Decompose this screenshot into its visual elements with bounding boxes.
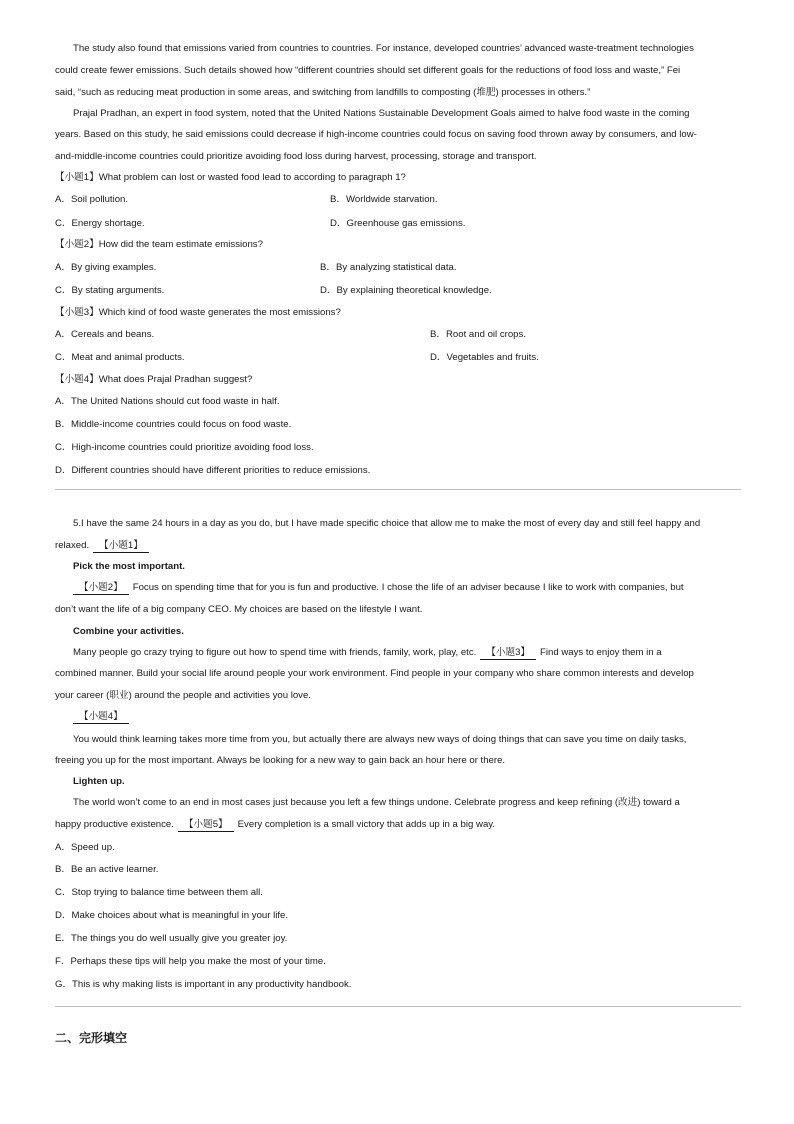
paragraph-line: don’t want the life of a big company CEO. My choices are based on the lifestyle I want. (55, 604, 423, 615)
subheading: Lighten up. (73, 776, 125, 787)
option-b: B．Middle-income countries could focus on food waste. (55, 419, 292, 430)
question-stem: 【小题4】What does Prajal Pradhan suggest? (55, 374, 253, 385)
option-d: D．By explaining theoretical knowledge. (320, 285, 492, 296)
option-a: A．Speed up. (55, 842, 115, 853)
option-g: G．This is why making lists is important in any productivity handbook. (55, 979, 352, 990)
paragraph-line: 5.I have the same 24 hours in a day as you do, but I have made specific choice that allow me to make the most of every day and still feel happy and (73, 518, 701, 529)
section-heading: 二、完形填空 (55, 1031, 128, 1045)
blank-2[interactable]: 【小题2】 (73, 582, 129, 595)
option-c: C．Meat and animal products. (55, 352, 185, 363)
paragraph-line: You would think learning takes more time from you, but actually there are always new ways of doing things that can save you time on daily tasks, (73, 734, 687, 745)
option-a: A．The United Nations should cut food waste in half. (55, 396, 280, 407)
option-b: B．Be an active learner. (55, 864, 159, 875)
option-c: C．High-income countries could prioritize avoiding food loss. (55, 442, 314, 453)
option-a: A．Cereals and beans. (55, 329, 155, 340)
divider (55, 1006, 741, 1007)
option-d: D．Vegetables and fruits. (430, 352, 539, 363)
paragraph-line: happy productive existence. 【小题5】 Every completion is a small victory that adds up in a big way. (55, 819, 496, 830)
paragraph-line (73, 710, 763, 724)
blank-3[interactable]: 【小题3】 (480, 647, 536, 660)
paragraph-line: could create fewer emissions. Such details showed how “different countries should set different goals for the reductions of food loss and waste,” Fei (55, 65, 681, 76)
question-stem: 【小题3】Which kind of food waste generates the most emissions? (55, 307, 341, 318)
paragraph-line: said, “such as reducing meat production in some areas, and switching from landfills to composting (堆肥) processes in others.” (55, 87, 591, 98)
subheading: Combine your activities. (73, 626, 184, 637)
paragraph-line: Prajal Pradhan, an expert in food system, noted that the United Nations Sustainable Development Goals aimed to halve food waste in the coming (73, 108, 690, 119)
paragraph-line: freeing you up for the most important. Always be looking for a new way to gain back an hour here or there. (55, 755, 506, 766)
option-d: D．Greenhouse gas emissions. (330, 218, 466, 229)
question-stem: 【小题1】What problem can lost or wasted food lead to according to paragraph 1? (55, 172, 406, 183)
blank-4[interactable]: 【小题4】 (73, 711, 129, 724)
paragraph-line: your career (职业) around the people and activities you love. (55, 690, 311, 701)
subheading: Pick the most important. (73, 561, 185, 572)
option-c: C．By stating arguments. (55, 285, 165, 296)
question-stem: 【小题2】How did the team estimate emissions? (55, 239, 263, 250)
option-b: B．By analyzing statistical data. (320, 262, 457, 273)
option-a: A．Soil pollution. (55, 194, 129, 205)
paragraph-line: relaxed. 【小题1】 (55, 539, 745, 553)
option-d: D．Different countries should have different priorities to reduce emissions. (55, 465, 371, 476)
option-b: B．Root and oil crops. (430, 329, 526, 340)
paragraph-line: 【小题2】 Focus on spending time that for you is fun and productive. I chose the life of an adviser because I like to work with companies, but (73, 581, 763, 595)
paragraph-line: combined manner. Build your social life around people your work environment. Find people in your company who share common interests and develop (55, 668, 694, 679)
option-b: B．Worldwide starvation. (330, 194, 438, 205)
option-a: A．By giving examples. (55, 262, 157, 273)
blank-5[interactable]: 【小题5】 (178, 819, 234, 832)
option-f: F．Perhaps these tips will help you make the most of your time. (55, 956, 326, 967)
paragraph-line: years. Based on this study, he said emissions could decrease if high-income countries could focus on saving food thrown away by consumers, and low- (55, 129, 697, 140)
paragraph-line: and-middle-income countries could prioritize avoiding food loss during harvest, processing, storage and transport. (55, 151, 537, 162)
divider (55, 489, 741, 490)
option-d: D．Make choices about what is meaningful in your life. (55, 910, 289, 921)
blank-1[interactable]: 【小题1】 (93, 540, 149, 553)
paragraph-line: The world won’t come to an end in most cases just because you left a few things undone. Celebrate progress and keep refining (改进) toward a (73, 797, 680, 808)
option-c: C．Stop trying to balance time between them all. (55, 887, 263, 898)
paragraph-line: The study also found that emissions varied from countries to countries. For instance, developed countries’ advanced waste-treatment technologies (73, 43, 694, 54)
option-e: E．The things you do well usually give you greater joy. (55, 933, 288, 944)
paragraph-line: Many people go crazy trying to figure out how to spend time with friends, family, work, play, etc. 【小题3】 Find ways to enjoy them in a (73, 647, 662, 658)
option-c: C．Energy shortage. (55, 218, 145, 229)
